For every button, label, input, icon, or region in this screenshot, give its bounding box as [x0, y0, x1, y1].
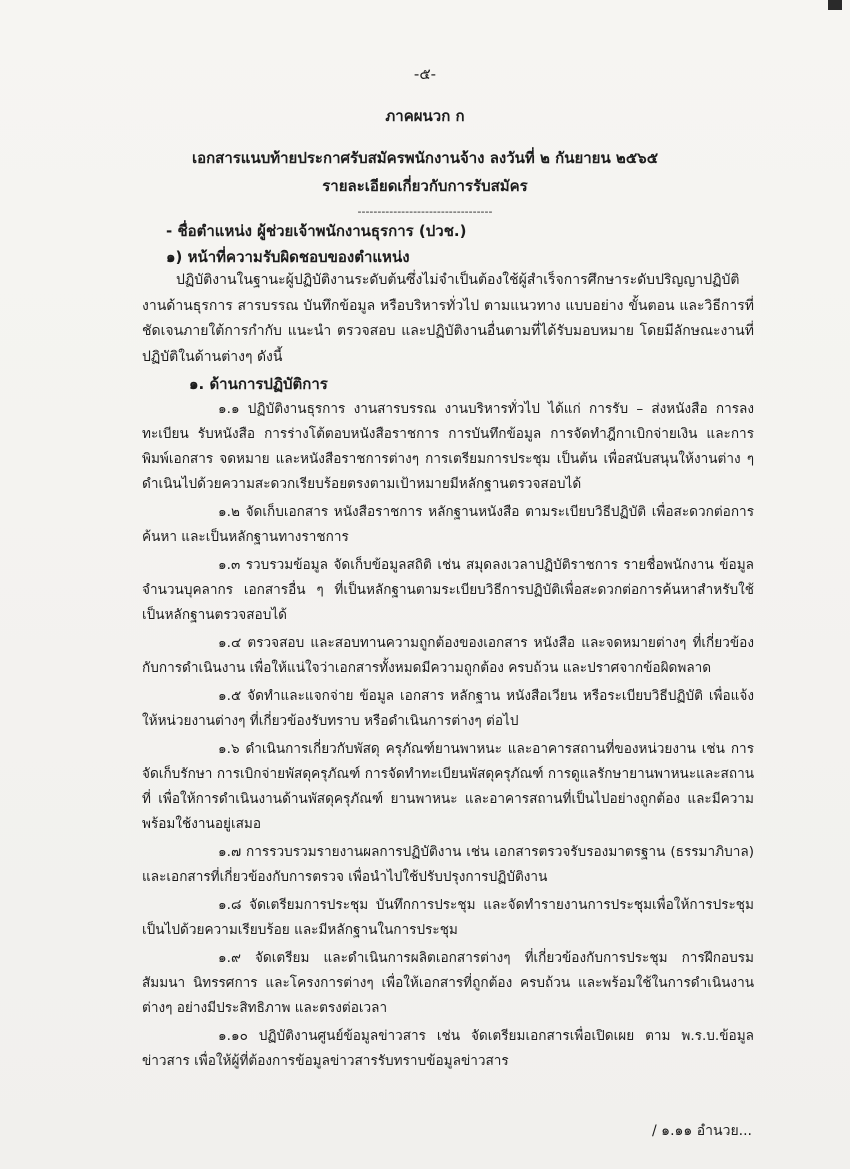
continuation-note: / ๑.๑๑ อำนวย... — [652, 1123, 752, 1139]
duty-item-text: ๑.๘ จัดเตรียมการประชุม บันทึกการประชุม และจัดทำรายงานการประชุมเพื่อให้การประชุมเป็นไปด้วยความเรียบร้อย และมีหลักฐานในการประชุม — [142, 897, 754, 938]
duty-item — [142, 631, 754, 681]
page-number: -๕- — [413, 65, 437, 83]
position-name: - ชื่อตำแหน่ง ผู้ช่วยเจ้าพนักงานธุรการ (ปวช.) — [166, 222, 467, 240]
operations-heading: ๑. ด้านการปฏิบัติการ — [189, 375, 328, 393]
document-title: เอกสารแนบท้ายประกาศรับสมัครพนักงานจ้าง ลงวันที่ ๒ กันยายน ๒๕๖๕ — [191, 149, 659, 167]
duty-item-text: ๑.๖ ดำเนินการเกี่ยวกับพัสดุ ครุภัณฑ์ยานพาหนะ และอาคารสถานที่ของหน่วยงาน เช่น การจัดเก็บรักษา การเบิกจ่ายพัสดุครุภัณฑ์ การจัดทำทะเบียนพัสดุครุภัณฑ์ การดูแลรักษายานพาหนะและสถานที่ เพื่อให้การดำเนินงานด้านพัสดุครุภัณฑ์ ยานพาหนะ และอาคารสถานที่เป็นไปอย่างถูกต้อง และมีความพร้อมใช้งานอยู่เสมอ — [142, 741, 754, 832]
duty-item — [142, 737, 754, 837]
separator-line: ---------------------------------- — [357, 205, 493, 218]
duty-item — [142, 946, 754, 1021]
duty-item-text: ๑.๔ ตรวจสอบ และสอบทานความถูกต้องของเอกสาร หนังสือ และจดหมายต่างๆ ที่เกี่ยวข้องกับการดำเนินงาน เพื่อให้แน่ใจว่าเอกสารทั้งหมดมีความถูกต้อง ครบถ้วน และปราศจากข้อผิดพลาด — [142, 635, 754, 676]
duty-item — [142, 553, 754, 628]
annex-title: ภาคผนวก ก — [385, 107, 465, 125]
duties-heading: ๑) หน้าที่ความรับผิดชอบของตำแหน่ง — [166, 248, 410, 266]
intro-paragraph — [142, 268, 754, 370]
duty-items-list — [142, 397, 754, 1077]
duty-item — [142, 893, 754, 943]
document-subtitle: รายละเอียดเกี่ยวกับการรับสมัคร — [322, 177, 528, 195]
duty-item-text: ๑.๒ จัดเก็บเอกสาร หนังสือราชการ หลักฐานหนังสือ ตามระเบียบวิธีปฏิบัติ เพื่อสะดวกต่อการค้นหา และเป็นหลักฐานทางราชการ — [142, 504, 754, 545]
duty-item-text: ๑.๑๐ ปฏิบัติงานศูนย์ข้อมูลข่าวสาร เช่น จัดเตรียมเอกสารเพื่อเปิดเผย ตาม พ.ร.บ.ข้อมูลข่าวสาร เพื่อให้ผู้ที่ต้องการข้อมูลข่าวสารรับทราบข้อมูลข่าวสาร — [142, 1028, 754, 1069]
scan-corner-mark — [828, 0, 842, 10]
duty-item — [142, 840, 754, 890]
duty-item — [142, 500, 754, 550]
intro-text: ปฏิบัติงานในฐานะผู้ปฏิบัติงานระดับต้นซึ่งไม่จำเป็นต้องใช้ผู้สำเร็จการศึกษาระดับปริญญาปฏิบัติงานด้านธุรการ สารบรรณ บันทึกข้อมูล หรือบริหารทั่วไป ตามแนวทาง แบบอย่าง ขั้นตอน และวิธีการที่ชัดเจนภายใต้การกำกับ แนะนำ ตรวจสอบ และปฏิบัติงานอื่นตามที่ได้รับมอบหมาย โดยมีลักษณะงานที่ปฏิบัติในด้านต่างๆ ดังนี้ — [142, 272, 754, 365]
duty-item — [142, 397, 754, 497]
duty-item-text: ๑.๗ การรวบรวมรายงานผลการปฏิบัติงาน เช่น เอกสารตรวจรับรองมาตรฐาน (ธรรมาภิบาล) และเอกสารที่เกี่ยวข้องกับการตรวจ เพื่อนำไปใช้ปรับปรุงการปฏิบัติงาน — [142, 844, 754, 885]
duty-item-text: ๑.๙ จัดเตรียม และดำเนินการผลิตเอกสารต่างๆ ที่เกี่ยวข้องกับการประชุม การฝึกอบรม สัมมนา นิทรรศการ และโครงการต่างๆ เพื่อให้เอกสารที่ถูกต้อง ครบถ้วน และพร้อมใช้ในการดำเนินงานต่างๆ อย่างมีประสิทธิภาพ และตรงต่อเวลา — [142, 950, 754, 1016]
duty-item-text: ๑.๓ รวบรวมข้อมูล จัดเก็บข้อมูลสถิติ เช่น สมุดลงเวลาปฏิบัติราชการ รายชื่อพนักงาน ข้อมูลจำนวนบุคลากร เอกสารอื่น ๆ ที่เป็นหลักฐานตามระเบียบวิธีการปฏิบัติเพื่อสะดวกต่อการค้นหาสำหรับใช้เป็นหลักฐานตรวจสอบได้ — [142, 557, 754, 623]
duty-item — [142, 684, 754, 734]
duty-item — [142, 1024, 754, 1074]
duty-item-text: ๑.๑ ปฏิบัติงานธุรการ งานสารบรรณ งานบริหารทั่วไป ได้แก่ การรับ – ส่งหนังสือ การลงทะเบียน รับหนังสือ การร่างโต้ตอบหนังสือราชการ การบันทึกข้อมูล การจัดทำฎีกาเบิกจ่ายเงิน และการพิมพ์เอกสาร จดหมาย และหนังสือราชการต่างๆ การเตรียมการประชุม เป็นต้น เพื่อสนับสนุนให้งานต่าง ๆ ดำเนินไปด้วยความสะดวกเรียบร้อยตรงตามเป้าหมายมีหลักฐานตรวจสอบได้ — [142, 401, 754, 492]
duty-item-text: ๑.๕ จัดทำและแจกจ่าย ข้อมูล เอกสาร หลักฐาน หนังสือเวียน หรือระเบียบวิธีปฏิบัติ เพื่อแจ้งให้หน่วยงานต่างๆ ที่เกี่ยวข้องรับทราบ หรือดำเนินการต่างๆ ต่อไป — [142, 688, 754, 729]
